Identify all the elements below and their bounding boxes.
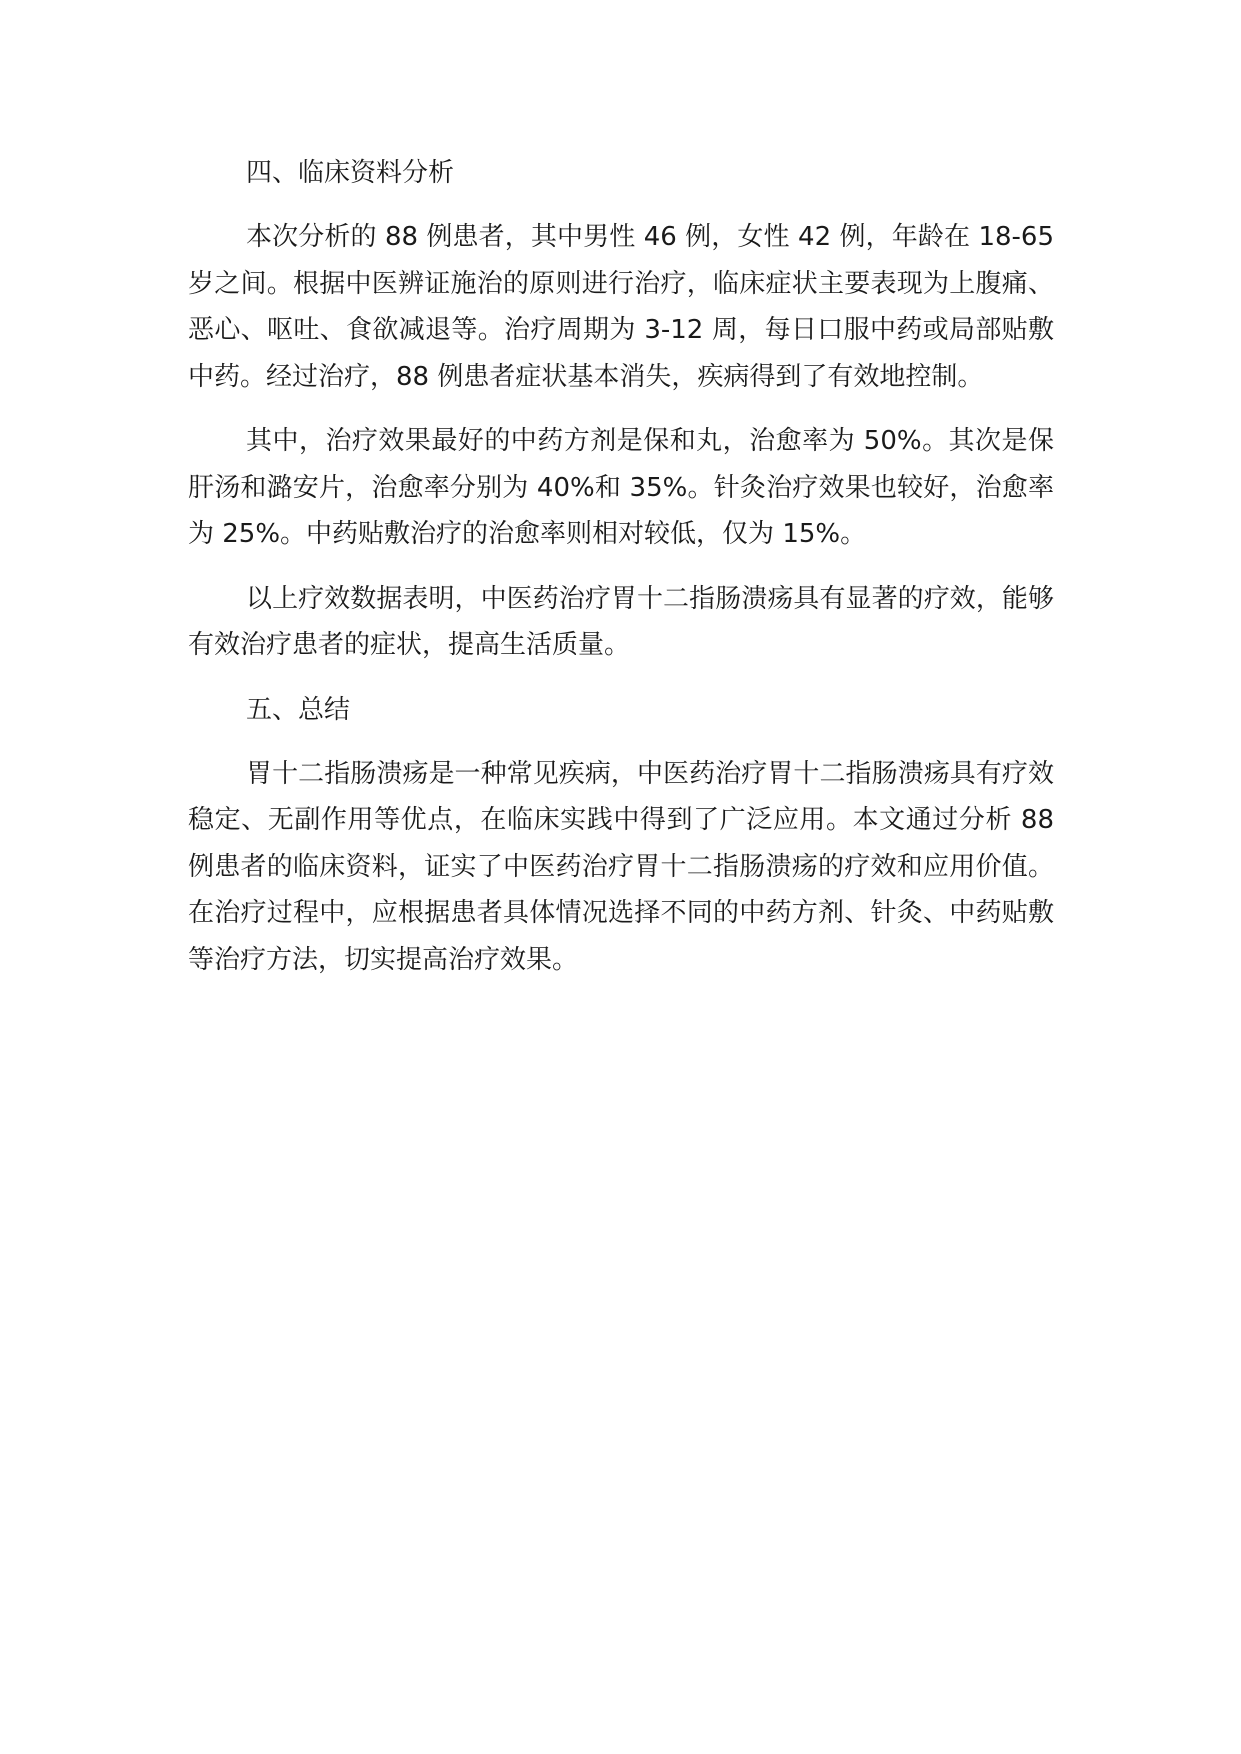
section-heading-summary: 五、总结 (246, 694, 351, 725)
paragraph-efficacy-conclusion: 以上疗效数据表明，中医药治疗胃十二指肠溃疡具有显著的疗效，能够有效治疗患者的症状，提高生活质量。 (188, 583, 1054, 660)
paragraph-summary: 胃十二指肠溃疡是一种常见疾病，中医药治疗胃十二指肠溃疡具有疗效稳定、无副作用等优点，在临床实践中得到了广泛应用。本文通过分析 88 例患者的临床资料，证实了中医药治疗胃十二指肠溃疡的疗效和应用价值。在治疗过程中，应根据患者具体情况选择不同的中药方剂、针灸、中药贴敷等治疗方法，切实提高治疗效果。 (188, 758, 1054, 975)
document-page (188, 150, 1054, 983)
paragraph-patient-overview: 本次分析的 88 例患者，其中男性 46 例，女性 42 例，年龄在 18-65 岁之间。根据中医辨证施治的原则进行治疗，临床症状主要表现为上腹痛、恶心、呕吐、食欲减退等。治疗周期为 3-12 周，每日口服中药或局部贴敷中药。经过治疗，88 例患者症状基本消失，疾病得到了有效地控制。 (188, 222, 1054, 392)
paragraph-cure-rates: 其中，治疗效果最好的中药方剂是保和丸，治愈率为 50%。其次是保肝汤和潞安片，治愈率分别为 40%和 35%。针灸治疗效果也较好，治愈率为 25%。中药贴敷治疗的治愈率则相对较低，仅为 15%。 (188, 426, 1054, 549)
section-heading-clinical-analysis: 四、临床资料分析 (246, 158, 455, 188)
